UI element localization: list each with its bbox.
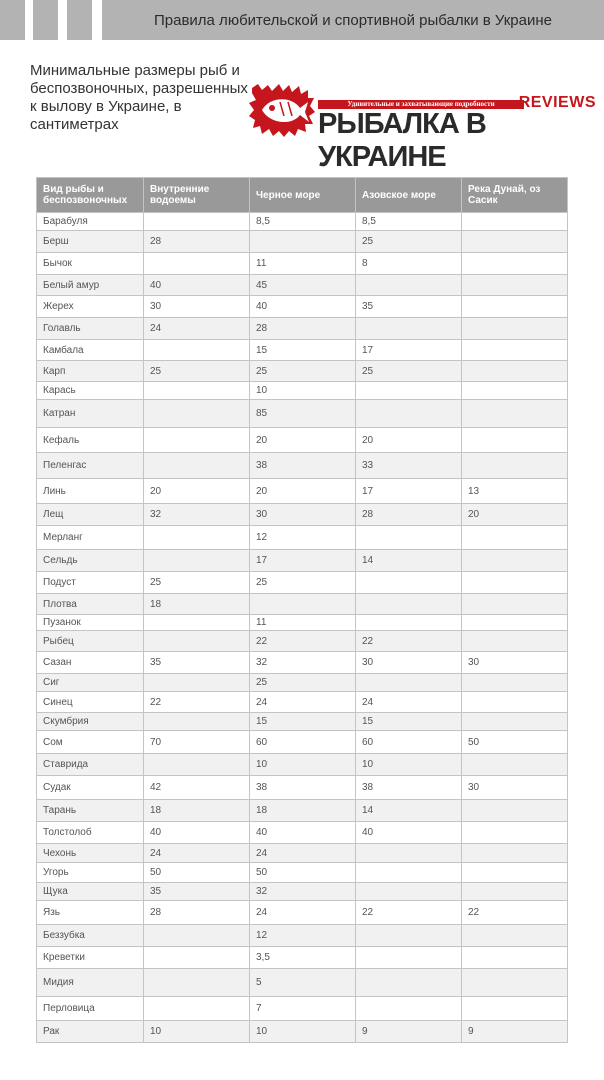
- decor-block: [0, 0, 25, 40]
- table-row: [37, 844, 568, 863]
- size-cell: [462, 361, 568, 382]
- size-cell: [462, 800, 568, 822]
- size-cell: 18: [144, 594, 250, 615]
- table-row: [37, 213, 568, 231]
- size-cell: [144, 674, 250, 692]
- size-cell: 24: [250, 901, 356, 925]
- table-row: [37, 479, 568, 504]
- size-cell: [356, 526, 462, 550]
- table-row: [37, 997, 568, 1021]
- table-row: [37, 713, 568, 731]
- logo-name: РЫБАЛКА В УКРАИНЕ: [318, 108, 486, 173]
- size-cell: [144, 997, 250, 1021]
- size-cell: [462, 692, 568, 713]
- size-cell: [462, 253, 568, 275]
- decor-block: [67, 0, 92, 40]
- species-cell: Сиг: [37, 674, 144, 692]
- size-cell: 3,5: [250, 947, 356, 969]
- species-cell: Мидия: [37, 969, 144, 997]
- logo-reviews: REVIEWS: [518, 94, 596, 111]
- table-row: [37, 883, 568, 901]
- species-cell: Рак: [37, 1021, 144, 1043]
- size-cell: 8,5: [250, 213, 356, 231]
- size-cell: [356, 615, 462, 631]
- size-cell: 30: [144, 296, 250, 318]
- table-row: [37, 901, 568, 925]
- size-cell: [462, 428, 568, 453]
- size-cell: 30: [356, 652, 462, 674]
- size-cell: [144, 526, 250, 550]
- size-cell: 25: [250, 361, 356, 382]
- size-cell: 60: [250, 731, 356, 754]
- column-header: Черное море: [250, 178, 356, 213]
- size-cell: 35: [144, 652, 250, 674]
- size-cell: 40: [250, 822, 356, 844]
- column-header: Азовское море: [356, 178, 462, 213]
- size-cell: [462, 400, 568, 428]
- size-cell: [462, 969, 568, 997]
- size-cell: [462, 296, 568, 318]
- size-cell: [144, 947, 250, 969]
- size-cell: 24: [356, 692, 462, 713]
- species-cell: Рыбец: [37, 631, 144, 652]
- table-row: [37, 925, 568, 947]
- size-cell: [462, 572, 568, 594]
- size-cell: 22: [144, 692, 250, 713]
- size-cell: 9: [356, 1021, 462, 1043]
- size-cell: [462, 997, 568, 1021]
- size-cell: [356, 382, 462, 400]
- size-cell: 32: [250, 652, 356, 674]
- page-subtitle: Минимальные размеры рыб и беспозвоночных, разрешенных к вылову в Украине, в сантиметрах: [30, 62, 248, 133]
- table-row: [37, 296, 568, 318]
- species-cell: Жерех: [37, 296, 144, 318]
- size-cell: [144, 382, 250, 400]
- table-row: [37, 231, 568, 253]
- column-header: Вид рыбы и беспозвоночных: [37, 178, 144, 213]
- species-cell: Угорь: [37, 863, 144, 883]
- site-logo: [248, 82, 600, 173]
- size-cell: 32: [250, 883, 356, 901]
- table-row: [37, 318, 568, 340]
- size-cell: 28: [144, 901, 250, 925]
- table-row: [37, 731, 568, 754]
- size-cell: [144, 453, 250, 479]
- table-row: [37, 253, 568, 275]
- size-cell: 45: [250, 275, 356, 296]
- size-cell: 20: [250, 479, 356, 504]
- size-cell: 20: [144, 479, 250, 504]
- page-title: Правила любительской и спортивной рыбалки в Украине: [153, 11, 552, 29]
- table-row: [37, 400, 568, 428]
- size-cell: 22: [356, 901, 462, 925]
- size-cell: [462, 844, 568, 863]
- size-cell: [144, 925, 250, 947]
- size-cell: 9: [462, 1021, 568, 1043]
- size-cell: 25: [144, 572, 250, 594]
- species-cell: Сельдь: [37, 550, 144, 572]
- size-cell: 12: [250, 526, 356, 550]
- table-row: [37, 754, 568, 776]
- size-cell: 10: [356, 754, 462, 776]
- size-cell: [144, 400, 250, 428]
- size-cell: 10: [250, 754, 356, 776]
- size-cell: [462, 822, 568, 844]
- species-cell: Язь: [37, 901, 144, 925]
- species-cell: Беззубка: [37, 925, 144, 947]
- table-row: [37, 361, 568, 382]
- size-cell: 35: [144, 883, 250, 901]
- size-cell: [462, 883, 568, 901]
- size-cell: 50: [144, 863, 250, 883]
- species-cell: Катран: [37, 400, 144, 428]
- size-cell: 10: [250, 382, 356, 400]
- table-row: [37, 453, 568, 479]
- table-row: [37, 1021, 568, 1043]
- table-body: [37, 213, 568, 1043]
- size-cell: 12: [250, 925, 356, 947]
- size-cell: 30: [462, 652, 568, 674]
- species-cell: Пузанок: [37, 615, 144, 631]
- size-cell: [144, 428, 250, 453]
- size-cell: 25: [356, 231, 462, 253]
- species-cell: Белый амур: [37, 275, 144, 296]
- size-cell: 40: [144, 275, 250, 296]
- table-row: [37, 504, 568, 526]
- table-row: [37, 969, 568, 997]
- size-cell: [356, 275, 462, 296]
- size-cell: 10: [250, 1021, 356, 1043]
- size-cell: [462, 275, 568, 296]
- size-cell: [144, 213, 250, 231]
- size-cell: [356, 947, 462, 969]
- species-cell: Щука: [37, 883, 144, 901]
- size-cell: 13: [462, 479, 568, 504]
- size-cell: [462, 754, 568, 776]
- size-cell: 25: [250, 572, 356, 594]
- species-cell: Сом: [37, 731, 144, 754]
- size-cell: 38: [250, 453, 356, 479]
- top-banner: [0, 0, 604, 40]
- size-cell: [462, 615, 568, 631]
- species-cell: Пеленгас: [37, 453, 144, 479]
- size-cell: [144, 754, 250, 776]
- size-cell: 15: [250, 713, 356, 731]
- species-cell: Карп: [37, 361, 144, 382]
- size-cell: [356, 883, 462, 901]
- size-cell: 17: [250, 550, 356, 572]
- species-cell: Чехонь: [37, 844, 144, 863]
- size-cell: [250, 231, 356, 253]
- size-cell: 30: [462, 776, 568, 800]
- table-row: [37, 674, 568, 692]
- size-cell: [462, 863, 568, 883]
- species-cell: Ставрида: [37, 754, 144, 776]
- size-cell: 8,5: [356, 213, 462, 231]
- size-cell: [462, 713, 568, 731]
- size-cell: 28: [250, 318, 356, 340]
- species-cell: Лещ: [37, 504, 144, 526]
- species-cell: Плотва: [37, 594, 144, 615]
- size-cell: 14: [356, 550, 462, 572]
- size-cell: 50: [250, 863, 356, 883]
- size-cell: [356, 572, 462, 594]
- size-cell: 20: [250, 428, 356, 453]
- table-header-row: [37, 178, 568, 213]
- size-cell: 18: [144, 800, 250, 822]
- table-row: [37, 863, 568, 883]
- size-cell: 24: [250, 844, 356, 863]
- table-row: [37, 594, 568, 615]
- size-cell: [144, 615, 250, 631]
- title-bar: [102, 0, 604, 40]
- size-cell: [144, 253, 250, 275]
- table-row: [37, 947, 568, 969]
- size-cell: [462, 947, 568, 969]
- table-row: [37, 428, 568, 453]
- size-cell: [462, 453, 568, 479]
- size-cell: [462, 382, 568, 400]
- species-cell: Перловица: [37, 997, 144, 1021]
- size-cell: 17: [356, 340, 462, 361]
- size-cell: 5: [250, 969, 356, 997]
- size-cell: 24: [250, 692, 356, 713]
- size-cell: [356, 925, 462, 947]
- table-row: [37, 692, 568, 713]
- size-cell: [462, 594, 568, 615]
- size-cell: 25: [144, 361, 250, 382]
- size-cell: 7: [250, 997, 356, 1021]
- species-cell: Голавль: [37, 318, 144, 340]
- table-row: [37, 822, 568, 844]
- size-cell: [144, 713, 250, 731]
- size-cell: 50: [462, 731, 568, 754]
- logo-tagline: Удивительные и захватывающие подробности: [318, 100, 524, 109]
- size-cell: 32: [144, 504, 250, 526]
- size-cell: [356, 997, 462, 1021]
- size-cell: 28: [356, 504, 462, 526]
- size-cell: [462, 550, 568, 572]
- column-header: Река Дунай, оз Сасик: [462, 178, 568, 213]
- size-cell: 70: [144, 731, 250, 754]
- size-cell: [144, 550, 250, 572]
- size-cell: 60: [356, 731, 462, 754]
- size-cell: 11: [250, 253, 356, 275]
- size-cell: 22: [462, 901, 568, 925]
- species-cell: Камбала: [37, 340, 144, 361]
- table-row: [37, 340, 568, 361]
- size-cell: 30: [250, 504, 356, 526]
- size-cell: 38: [356, 776, 462, 800]
- size-cell: [250, 594, 356, 615]
- size-cell: 24: [144, 318, 250, 340]
- table-row: [37, 800, 568, 822]
- size-cell: 8: [356, 253, 462, 275]
- size-cell: [144, 631, 250, 652]
- size-cell: [144, 340, 250, 361]
- size-cell: 38: [250, 776, 356, 800]
- species-cell: Подуст: [37, 572, 144, 594]
- size-cell: [356, 318, 462, 340]
- size-cell: [462, 318, 568, 340]
- column-header: Внутренние водоемы: [144, 178, 250, 213]
- species-cell: Сазан: [37, 652, 144, 674]
- species-cell: Кефаль: [37, 428, 144, 453]
- species-cell: Карась: [37, 382, 144, 400]
- size-cell: [462, 526, 568, 550]
- size-cell: 10: [144, 1021, 250, 1043]
- decor-block: [33, 0, 58, 40]
- size-cell: 24: [144, 844, 250, 863]
- species-cell: Судак: [37, 776, 144, 800]
- size-cell: 25: [250, 674, 356, 692]
- size-cell: 20: [462, 504, 568, 526]
- size-cell: [356, 844, 462, 863]
- size-cell: [356, 969, 462, 997]
- size-cell: [462, 340, 568, 361]
- table-row: [37, 572, 568, 594]
- size-cell: 20: [356, 428, 462, 453]
- table-row: [37, 550, 568, 572]
- size-cell: 35: [356, 296, 462, 318]
- size-cell: [462, 631, 568, 652]
- size-cell: 85: [250, 400, 356, 428]
- size-cell: 18: [250, 800, 356, 822]
- fish-size-table: [36, 177, 568, 1043]
- size-cell: [356, 594, 462, 615]
- table-row: [37, 526, 568, 550]
- table-row: [37, 382, 568, 400]
- table-row: [37, 615, 568, 631]
- size-cell: 40: [144, 822, 250, 844]
- size-cell: 42: [144, 776, 250, 800]
- species-cell: Линь: [37, 479, 144, 504]
- species-cell: Бычок: [37, 253, 144, 275]
- size-cell: [462, 925, 568, 947]
- size-cell: 28: [144, 231, 250, 253]
- size-cell: [356, 400, 462, 428]
- size-cell: 25: [356, 361, 462, 382]
- size-cell: 15: [250, 340, 356, 361]
- size-cell: 22: [356, 631, 462, 652]
- species-cell: Берш: [37, 231, 144, 253]
- size-cell: 40: [250, 296, 356, 318]
- size-cell: [356, 674, 462, 692]
- species-cell: Толстолоб: [37, 822, 144, 844]
- table-row: [37, 275, 568, 296]
- size-cell: 22: [250, 631, 356, 652]
- table-row: [37, 631, 568, 652]
- size-cell: [356, 863, 462, 883]
- species-cell: Скумбрия: [37, 713, 144, 731]
- table-row: [37, 652, 568, 674]
- size-cell: 33: [356, 453, 462, 479]
- table-row: [37, 776, 568, 800]
- size-cell: 11: [250, 615, 356, 631]
- size-cell: [462, 231, 568, 253]
- species-cell: Мерланг: [37, 526, 144, 550]
- size-cell: [462, 213, 568, 231]
- size-cell: 17: [356, 479, 462, 504]
- size-cell: 14: [356, 800, 462, 822]
- species-cell: Барабуля: [37, 213, 144, 231]
- species-cell: Синец: [37, 692, 144, 713]
- fish-logo-icon: [248, 82, 316, 138]
- species-cell: Тарань: [37, 800, 144, 822]
- species-cell: Креветки: [37, 947, 144, 969]
- size-cell: [462, 674, 568, 692]
- size-cell: 15: [356, 713, 462, 731]
- size-cell: [144, 969, 250, 997]
- size-cell: 40: [356, 822, 462, 844]
